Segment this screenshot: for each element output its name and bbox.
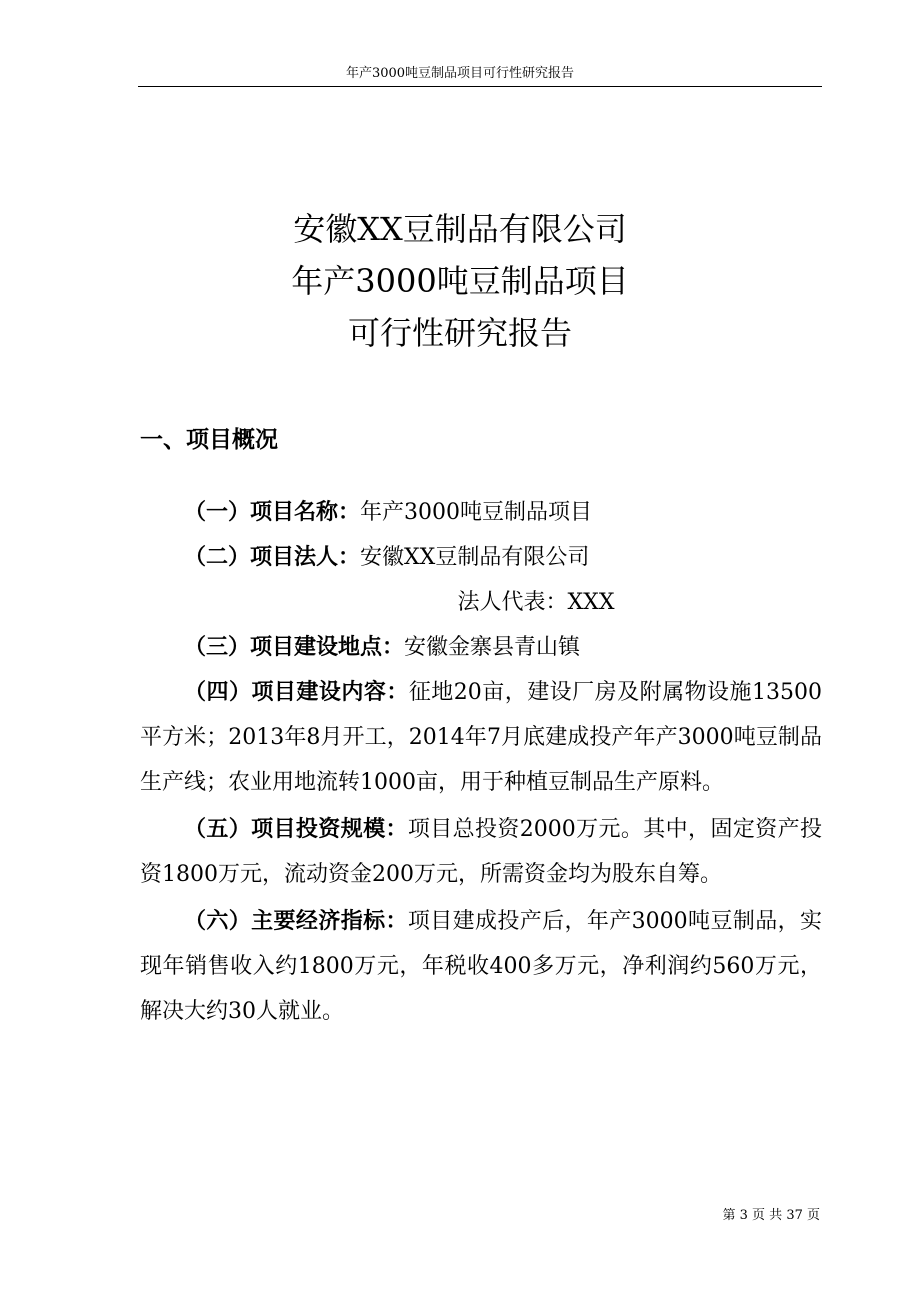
item-label: （三）项目建设地点： [184,634,405,660]
item-label: （二）项目法人： [184,544,361,570]
page-number: 第 3 页 共 37 页 [722,1208,820,1223]
item-location [140,625,822,670]
item-legal-representative: 法人代表：XXX [457,590,615,615]
item-project-name [140,490,822,535]
title-line-company: 安徽XX豆制品有限公司 [293,210,627,248]
header-rule [138,86,822,87]
item-text: 安徽XX豆制品有限公司 [360,545,590,570]
item-economic-indicators [140,899,822,1034]
item-label: （四）项目建设内容： [184,679,409,705]
item-text: 征地20亩，建设厂房及附属物设施13500平方米；2013年8月开工，2014年7月底建成投产年产3000吨豆制品生产线；农业用地流转1000亩，用于种植豆制品生产原料。 [140,680,822,795]
item-label: （一）项目名称： [184,499,361,525]
item-label: （五）项目投资规模： [184,816,408,842]
title-line-project: 年产3000吨豆制品项目 [291,262,629,300]
item-text: 安徽金寨县青山镇 [404,635,581,660]
document-title [0,203,920,359]
section-heading: 一、项目概况 [140,426,278,453]
running-header: 年产3000吨豆制品项目可行性研究报告 [345,66,575,81]
item-legal-entity [140,535,822,580]
item-text: 项目总投资2000万元。其中，固定资产投资1800万元，流动资金200万元，所需资金均为股东自筹。 [140,817,822,887]
item-investment-scale [140,807,822,897]
title-line-report: 可行性研究报告 [347,314,572,352]
item-label: （六）主要经济指标： [184,908,408,934]
item-text: 项目建成投产后，年产3000吨豆制品，实现年销售收入约1800万元，年税收400多万元，净利润约560万元，解决大约30人就业。 [140,909,822,1024]
item-text: 年产3000吨豆制品项目 [360,500,593,525]
section-content [140,490,822,1034]
item-construction-content [140,670,822,805]
